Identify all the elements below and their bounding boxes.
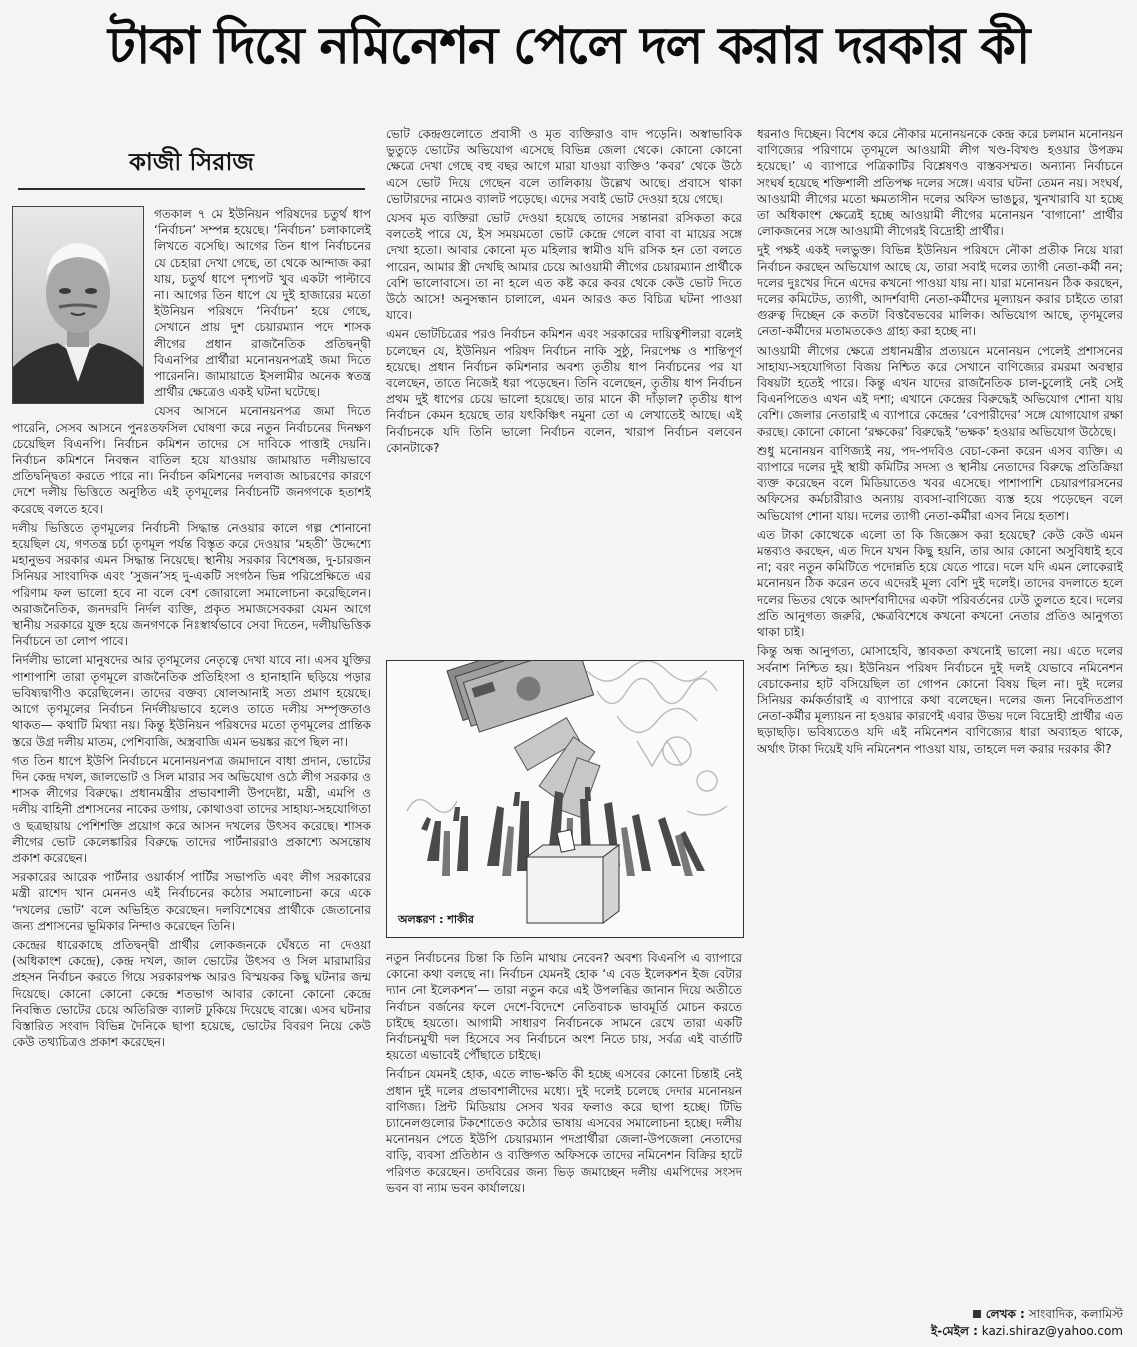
article-paragraph: এমন ভোটচিত্রের পরও নির্বাচন কমিশন এবং সরকারের দায়িত্বশীলরা বলেই চলেছেন যে, ইউনিয়ন পরিষদ নির্বাচন নাকি সুষ্ঠু, নিরপেক্ষ ও শান্তিপূর্ণ হয়েছে। প্রধান নির্বাচন কমিশনার অবশ্য তৃতীয় ধাপ নির্বাচনের পর যা বলেছেন, তাতে নিজেই ধরা পড়েছেন। তিনি বলেছেন, তৃতীয় ধাপ নির্বাচন প্রথম দুই ধাপের চেয়ে ভালো হয়েছে। তার মানে কী দাঁড়াল? তৃতীয় ধাপ নির্বাচন কেমন হয়েছে তার যৎকিঞ্চিৎ নমুনা তো এ লেখাতেই আছে। এই নির্বাচনকে যদি তিনি ভালো নির্বাচন বলেন, খারাপ নির্বাচন বলবেন কোনটাকে? bbox=[386, 327, 742, 455]
article-paragraph: নতুন নির্বাচনের চিন্তা কি তিনি মাথায় নেবেন? অবশ্য বিএনপি এ ব্যাপারে কোনো কথা বলছে না। নির্বাচন যেমনই হোক ‘এ বেড ইলেকশন ইজ বেটার দ্যান নো ইলেকশন’— তারা নতুন করে এই উপলব্ধির জানান দিয়ে অতীতে নির্বাচন বর্জনের ফলে দেশে-বিদেশে নেতিবাচক ভাবমূর্তি মোচন করতে চাইছে হয়তো। আগামী সাধারণ নির্বাচনকে সামনে রেখে তারা একটি নির্বাচনমুখী দল হিসেবে সব নির্বাচনে অংশ নিতে চায়, সর্বত্র এই বার্তাটি হয়তো এভাবেই পৌঁছাতে চাইছে। bbox=[386, 951, 742, 1063]
article-paragraph: যেসব মৃত ব্যক্তিরা ভোট দেওয়া হয়েছে তাদের সন্তানরা রসিকতা করে বলতেই পারে যে, ইস সময়মতো ভোট কেন্দ্রে গেলে বাবা বা মায়ের সঙ্গে দেখা হতো। আবার কোনো মৃত মহিলার স্বামীও যদি রসিক হন তো বলতে পারেন, আমার স্ত্রী দেখছি আমার চেয়ে আওয়ামী লীগের চেয়ারম্যান প্রার্থীকে বেশি ভালোবাসে। তা না হলে এত কষ্ট করে কবর থেকে কেউ ভোট দিতে উঠে আসে! অনুসন্ধান চালালে, এমন আরও কত বিচিত্র ঘটনা পাওয়া যাবে। bbox=[386, 211, 742, 323]
byline-divider bbox=[18, 188, 365, 190]
bullet-square-icon bbox=[973, 1310, 981, 1318]
article-paragraph: শুধু মনোনয়ন বাণিজ্যই নয়, পদ-পদবিও বেচা-কেনা করেন এসব ব্যক্তি। এ ব্যাপারে দলের দুই স্থায়ী কমিটির সদস্য ও স্থানীয় নেতাদের বিরুদ্ধে প্রতিক্রিয়া ব্যক্ত করেছেন বলে মিডিয়াতেও খবর এসেছে। পাশাপাশি চেয়ারপারসনের অফিসের কর্মচারীরাও অন্যায় ব্যবসা-বাণিজ্যে ব্যস্ত হয়ে পড়েছেন বলে অভিযোগ শোনা যায়। দলের ত্যাগী নেতা-কর্মীরা এসব নিয়ে হতাশ। bbox=[757, 443, 1123, 523]
hands-money-ballot-image bbox=[387, 661, 743, 937]
headline: টাকা দিয়ে নমিনেশন পেলে দল করার দরকার কী bbox=[108, 16, 1029, 76]
article-paragraph: গতকাল ৭ মে ইউনিয়ন পরিষদের চতুর্থ ধাপ ‘নির্বাচন’ সম্পন্ন হয়েছে। ‘নির্বাচন’ চলাকালেই লিখতে বসেছি। আগের তিন ধাপ নির্বাচনের যে চেহারা দেখা গেছে, তা থেকে আন্দাজ করা যায়, চতুর্থ ধাপে দৃশ্যপট খুব একটা পাল্টাবে না। আগের তিন ধাপে যে দুই হাজারের মতো ইউনিয়ন পরিষদে ‘নির্বাচন’ হয়ে গেছে, সেখানে প্রায় দুশ চেয়ারম্যান পদে শাসক লীগের প্রধান রাজনৈতিক প্রতিদ্বন্দ্বী বিএনপির প্রার্থীরা মনোনয়নপত্রই জমা দিতে পারেননি। জামায়াতে ইসলামীর অনেক স্বতন্ত্র প্রার্থীর ক্ষেত্রেও একই ঘটনা ঘটেছে। bbox=[154, 207, 371, 400]
author-footer bbox=[757, 1306, 1123, 1342]
email-line bbox=[757, 1323, 1123, 1340]
article-paragraph: ভোট কেন্দ্রগুলোতে প্রবাসী ও মৃত ব্যক্তিরাও বাদ পড়েনি। অস্বাভাবিক ভুতুড়ে ভোটের অভিযোগ এসেছে বিভিন্ন জেলা থেকে। কোনো কোনো ক্ষেত্রে দেখা গেছে বহু বছর আগে মারা যাওয়া ব্যক্তিও ‘কবর’ থেকে উঠে এসে ভোট দিয়ে গেছেন বলে তালিকায় উল্লেখ আছে। প্রবাসে থাকা ভোটারদের নামেও ব্যালট পড়েছে। এদের সবাই ভোট দেওয়া হয়ে গেছে। bbox=[386, 127, 742, 206]
article-paragraph: গত তিন ধাপে ইউপি নির্বাচনে মনোনয়নপত্র জমাদানে বাধা প্রদান, ভোটের দিন কেন্দ্র দখল, জালভোট ও সিল মারার সব অভিযোগ ওঠে লীগ সরকার ও শাসক লীগের বিরুদ্ধে। প্রধানমন্ত্রীর প্রভাবশালী উপদেষ্টা, মন্ত্রী, এমপি ও দলীয় বাহিনী প্রশাসনের নাকের ডগায়, কোথাওবা তাদের সাহায্য-সহযোগিতা ও ছত্রছায়ায় পেশিশক্তি প্রয়োগ করে আসন দখলের উৎসব করেছে। শাসক লীগের ভোট কেলেঙ্কারির বিরুদ্ধে তাদের পার্টনাররাও প্রকাশ্যে অসন্তোষ প্রকাশ করেছেন। bbox=[12, 753, 371, 865]
article-paragraph: ধরনাও দিচ্ছেন। বিশেষ করে নৌকার মনোনয়নকে কেন্দ্র করে চলমান মনোনয়ন বাণিজ্যের পরিণামে তৃণমূলে আওয়ামী লীগ খণ্ড-বিখণ্ড হওয়ার উপক্রম হয়েছে।’ এ ব্যাপারে পত্রিকাটির বিশ্লেষণও বাস্তবসম্মত। অন্যান্য নির্বাচনে সংঘর্ষ হয়েছে শক্তিশালী প্রতিপক্ষ দলের সঙ্গে। এবার ঘটনা তেমন নয়। সংঘর্ষ, আওয়ামী লীগের মতো ক্ষমতাসীন দলের অফিস ভাঙচুর, খুনখারাবি যা হচ্ছে তা অধিকাংশ ক্ষেত্রেই হচ্ছে আওয়ামী লীগের মনোনয়ন ‘বাগানো’ প্রার্থীর লোকজনের সঙ্গে আওয়ামী লীগেরই বিদ্রোহী প্রার্থীর। bbox=[757, 127, 1123, 239]
article-paragraph: সরকারের আরেক পার্টনার ওয়ার্কার্স পার্টির সভাপতি এবং লীগ সরকারের মন্ত্রী রাশেদ খান মেননও এই নির্বাচনের কঠোর সমালোচনা করে একে ‘দখলের ভোট’ বলে অভিহিত করেছেন। দলবিশেষের প্রার্থীকে জেতানোর জন্য প্রশাসনের ভূমিকার নিন্দাও করেছেন তিনি। bbox=[12, 870, 371, 933]
author-description: সাংবাদিক, কলামিস্ট bbox=[1028, 1307, 1123, 1321]
byline: কাজী সিরাজ bbox=[129, 147, 254, 176]
illustration-caption: অলঙ্করণ : শাকীর bbox=[395, 910, 477, 931]
article-paragraph: দুই পক্ষই একই দলভুক্ত। বিভিন্ন ইউনিয়ন পরিষদে নৌকা প্রতীক নিয়ে যারা নির্বাচন করছেন অভিযোগ আছে যে, তারা সবাই দলের ত্যাগী নেতা-কর্মী নন; দলের দুঃখের দিনে এদের কখনো পাওয়া যায় না। যারা মনোনয়ন ঠিক করছেন, দলের কমিটেড, ত্যাগী, আদর্শবাদী নেতা-কর্মীদের মূল্যায়ন করার চাইতে তারা গুরুত্ব দিচ্ছেন কে কতটা বিত্তবৈভবের মালিক। অভিযোগ আছে, তৃণমূলের নেতা-কর্মীদের মতামতকেও গ্রাহ্য করা হচ্ছে না। bbox=[757, 243, 1123, 339]
article-paragraph: দলীয় ভিত্তিতে তৃণমূলের নির্বাচনী সিদ্ধান্ত নেওয়ার কালে গল্প শোনানো হয়েছিল যে, গণতন্ত্র চর্চা তৃণমূল পর্যন্ত বিস্তৃত করে দেওয়ার ‘মহতী’ উদ্দেশ্যে মহানুভব সরকার এমন সিদ্ধান্ত নিয়েছে। স্থানীয় সরকার বিশেষজ্ঞ, দু-চারজন সিনিয়র সাংবাদিক এবং ‘সুজন’সহ দু-একটি সংগঠন ভিন্ন পরিপ্রেক্ষিতে এর পরিণাম ফল ভালো হবে না বলে বেশ জোরালো সমালোচনা করেছিলেন। অরাজনৈতিক, জনদরদি নির্দল ব্যক্তি, প্রকৃত সমাজসেবকরা যেমন আগে স্থানীয় সরকারে যুক্ত হয়ে জনগণকে নিঃস্বার্থভাবে সেবা দিতেন, দলীয়ভিত্তিক নির্বাচনে তা লোপ পাবে। bbox=[12, 520, 371, 649]
article-paragraph: নির্বাচন যেমনই হোক, এতে লাভ-ক্ষতি কী হচ্ছে এসবের কোনো চিন্তাই নেই প্রধান দুই দলের প্রভাবশালীদের মধ্যে। দুই দলেই চলেছে দেদার মনোনয়ন বাণিজ্য। প্রিন্ট মিডিয়ায় সেসব খবর ফলাও করে ছাপা হচ্ছে। টিভি চ্যানেলগুলোর টকশোতেও কঠোর ভাষায় এসবের সমালোচনা হচ্ছে। দলীয় মনোনয়ন পেতে ইউপি চেয়ারম্যান পদপ্রার্থীরা জেলা-উপজেলা নেতাদের বাড়ি, ব্যবসা প্রতিষ্ঠান ও ব্যক্তিগত অফিসকে তাদের নমিনেশন বিক্রির হাটে পরিণত করেছেন। তদবিরের জন্য ভিড় জমাচ্ছেন দলীয় এমপিদের সংসদ ভবন বা ন্যাম ভবন কার্যালয়ে। bbox=[386, 1067, 742, 1195]
article-paragraph: যেসব আসনে মনোনয়নপত্র জমা দিতে পারেনি, সেসব আসনে পুনঃতফসিল ঘোষণা করে নতুন নির্বাচনের দিনক্ষণ চেয়েছিল বিএনপি। নির্বাচন কমিশন তাদের সে দাবিকে পাত্তাই দেয়নি। নির্বাচন কমিশনে নিবন্ধন বাতিল হয়ে যাওয়ায় জামায়াত দলীয়ভাবে প্রতিদ্বন্দ্বিতা করতে পারে না। নির্বাচন কমিশনের দলবাজ আচরণের কারণে দেশে দলীয় ভিত্তিতে অনুষ্ঠিত এই তৃণমূলের নির্বাচনটি জনগণকে হতাশই করেছে বলতে হবে। bbox=[12, 404, 371, 516]
author-line bbox=[757, 1306, 1123, 1323]
article-column-1 bbox=[12, 206, 371, 1332]
article-column-2-bottom bbox=[386, 950, 742, 1332]
author-label: লেখক : bbox=[985, 1307, 1025, 1321]
article-paragraph: কিন্তু অন্ধ আনুগত্য, মোসাহেবি, স্তাবকতা কখনোই ভালো নয়। এতে দলের সর্বনাশ নিশ্চিত হয়। ইউনিয়ন পরিষদ নির্বাচনে দুই দলই যেভাবে নমিনেশন বেচাকেনার হাট বসিয়েছিল তা গোপন কোনো বিষয় ছিল না। দুই দলের সিনিয়র কর্মকর্তারাই এ ব্যাপারে কথা বলেছেন। দলের জন্য নিবেদিতপ্রাণ নেতা-কর্মীর মূল্যায়ন না হওয়ার কারণেই এবার উভয় দলে বিদ্রোহী প্রার্থীর এত ছড়াছড়ি। ভবিষ্যতেও যদি এই নমিনেশন বাণিজ্যের ধারা অব্যাহত থাকে, অর্থাৎ টাকা দিয়েই যদি নমিনেশন পাওয়া যায়, তাহলে দল করার দরকার কী? bbox=[757, 644, 1123, 756]
article-paragraph: কেন্দ্রের ধারেকাছে প্রতিদ্বন্দ্বী প্রার্থীর লোকজনকে ঘেঁষতে না দেওয়া (অধিকাংশ কেন্দ্রে), কেন্দ্র দখল, জাল ভোটের উৎসব ও সিল মারামারির প্রহসন নির্বাচন করতে গিয়ে সরকারপক্ষ আরও বিস্ময়কর কিছু ঘটনার জন্ম দিয়েছে। কোনো কোনো কেন্দ্রে শতভাগ আবার কোনো কোনো কেন্দ্রে নিবন্ধিত ভোটের চেয়ে অতিরিক্ত ব্যালট ঢুকিয়ে দিয়েছে বাক্সে। এসব ঘটনার বিস্তারিত সংবাদ বিভিন্ন দৈনিকে ছাপা হয়েছে, ভোটের বিবরণ নিয়ে কেউ কেউ তথ্যচিত্রও প্রকাশ করেছেন। bbox=[12, 937, 371, 1050]
byline-block bbox=[12, 130, 371, 196]
email-label: ই-মেইল : bbox=[930, 1324, 978, 1338]
article-paragraph: আওয়ামী লীগের ক্ষেত্রে প্রধানমন্ত্রীর প্রত্যয়নে মনোনয়ন পেলেই প্রশাসনের সাহায্য-সহযোগিতা বিজয় নিশ্চিত করে সেখানে বাণিজ্যের রমরমা অবস্থার বিষয়টা হতেই পারে। কিন্তু এখন যাদের রাজনৈতিক চাল-চুলোই নেই সেই বিএনপিতেও এখন এই দশা; এখানে কেন্দ্রের বিরুদ্ধেই অভিযোগ শোনা যায় বেশি। জেলার নেতারাই এ ব্যাপারে কেন্দ্রের ‘বেপারীদের’ সঙ্গে যোগাযোগ রক্ষা করছে। কোনো কোনো ‘রক্ষকের’ বিরুদ্ধেই ‘ভক্ষক’ হওয়ার অভিযোগ উঠেছে। bbox=[757, 343, 1123, 439]
article-column-3 bbox=[757, 126, 1123, 1332]
article-column-2-top bbox=[386, 126, 742, 650]
editorial-illustration bbox=[386, 660, 744, 938]
author-portrait bbox=[12, 206, 144, 404]
author-photo-image bbox=[13, 207, 143, 403]
article-paragraph: নির্দলীয় ভালো মানুষদের আর তৃণমূলের নেতৃত্বে দেখা যাবে না। এসব যুক্তির পাশাপাশি তারা তৃণমূলে রাজনৈতিক প্রতিহিংসা ও হানাহানি ছড়িয়ে পড়ার ভবিষ্যদ্বাণীও করেছিলেন। তাদের বক্তব্য ষোলআনাই সত্য প্রমাণ হয়েছে। আগে তৃণমূলের নির্বাচন নির্দলীয়ভাবে হলেও তাতে দলীয় সম্পৃক্ততাও থাকত— কথাটি মিথ্যা নয়। কিন্তু ইউনিয়ন পরিষদের মতো তৃণমূলের প্রান্তিক স্তরে উগ্র দলীয় মাতম, পেশিবাজি, অস্ত্রবাজি এমন ভয়ঙ্কর রূপে ছিল না। bbox=[12, 653, 371, 749]
author-email-link[interactable]: kazi.shiraz@yahoo.com bbox=[981, 1324, 1123, 1338]
article-paragraph: এত টাকা কোত্থেকে এলো তা কি জিজ্ঞেস করা হয়েছে? কেউ কেউ এমন মন্তব্যও করছেন, এত দিনে যখন কিছু হয়নি, তার আর কোনো অসুবিধাই হবে না; বরং নতুন কমিটিতে পদোন্নতি হয়ে যেতে পারে। দলে যদি এমন লোকেরাই মনোনয়ন ঠিক করেন তবে এদেরই মূল্য বেশি দুই দলেই। তাদের বদলাতে হলে দলের ভিতর থেকে আদর্শবাদীদের একটা পরিবর্তনের ঢেউ তুলতে হবে। দলের প্রতি আনুগত্য জরুরি, ক্ষেত্রবিশেষে কখনো কখনো নেতার প্রতিও আনুগত্য থাকা চাই। bbox=[757, 527, 1123, 640]
